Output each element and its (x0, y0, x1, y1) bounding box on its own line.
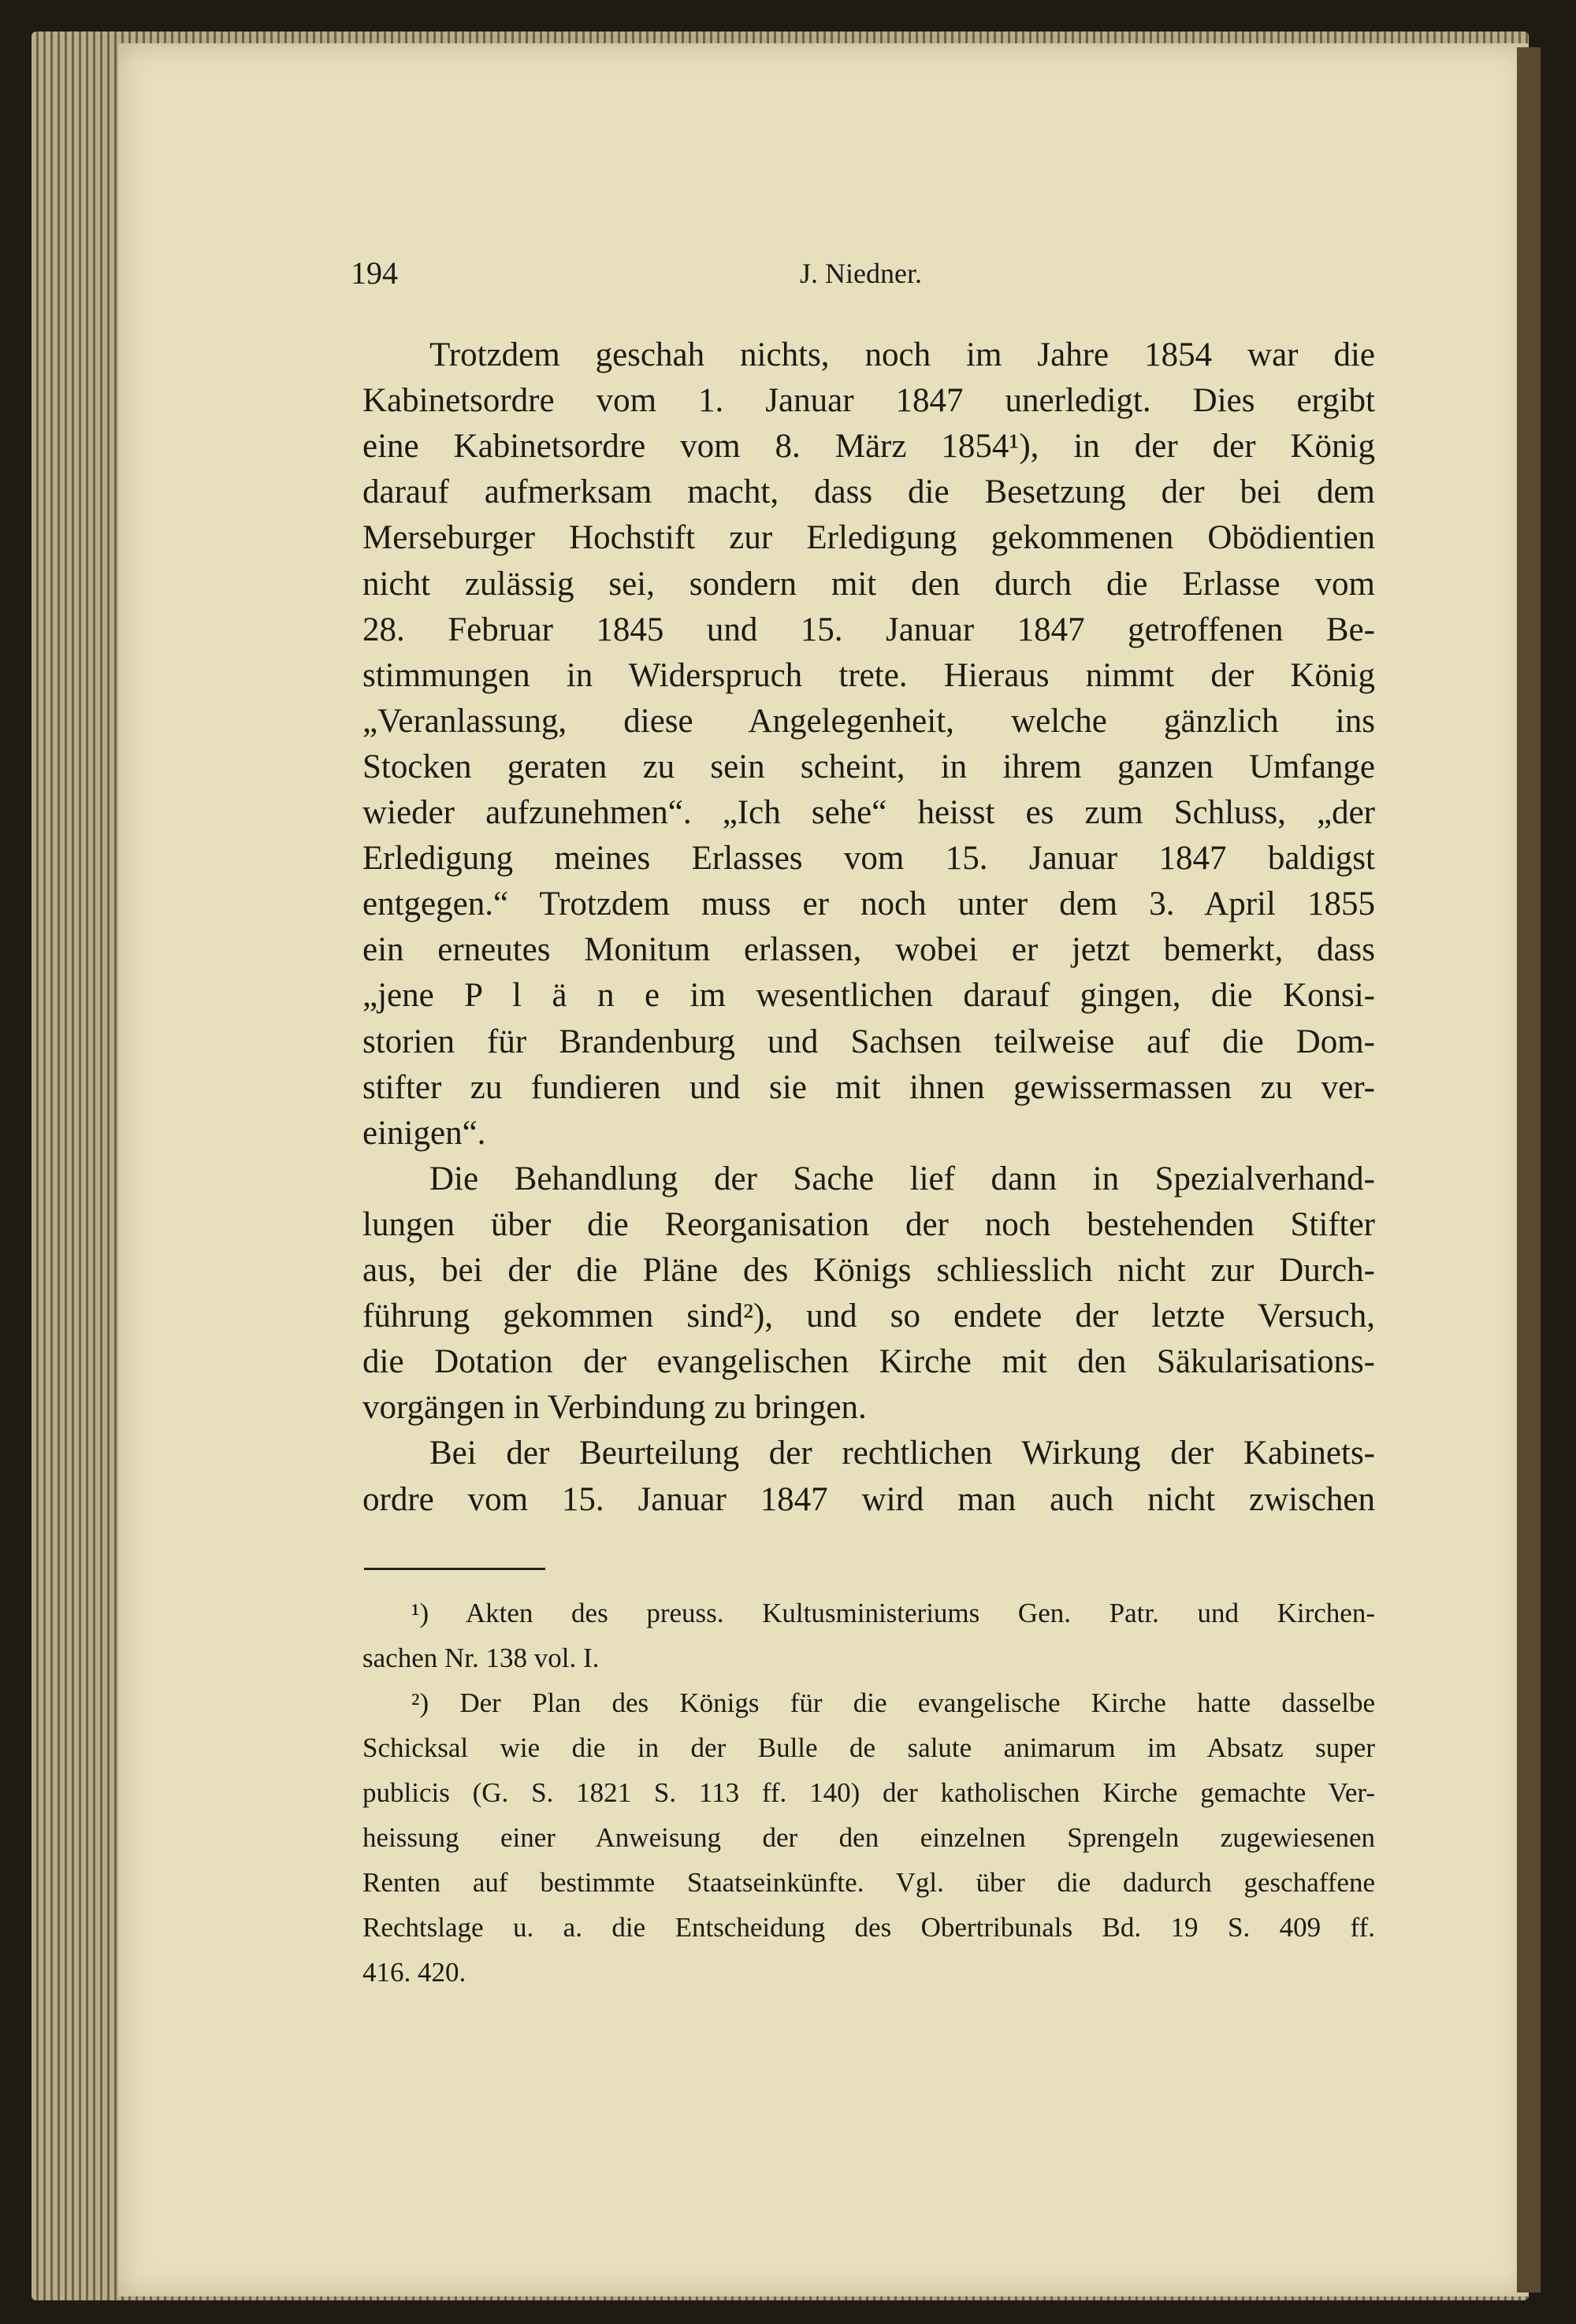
body-line: „Veranlassung, diese Angelegenheit, welche gänzlich ins (362, 702, 1375, 740)
footnote-separator (364, 1568, 545, 1570)
body-line: 28. Februar 1845 und 15. Januar 1847 getroffenen Be- (362, 611, 1375, 648)
body-line: stifter zu fundieren und sie mit ihnen gewissermassen zu ver- (362, 1068, 1375, 1106)
running-title: J. Niedner. (800, 258, 922, 289)
footnote-line: publicis (G. S. 1821 S. 113 ff. 140) der katholischen Kirche gemachte Ver- (362, 1777, 1375, 1808)
body-line: einigen“. (362, 1114, 486, 1152)
footnote-line: 416. 420. (362, 1957, 466, 1988)
body-line: vorgängen in Verbindung zu bringen. (362, 1389, 867, 1427)
body-line: Merseburger Hochstift zur Erledigung gekommenen Obödientien (362, 519, 1375, 557)
body-line: die Dotation der evangelischen Kirche mit den Säkularisations- (362, 1343, 1375, 1381)
body-line: aus, bei der die Pläne des Königs schliesslich nicht zur Durch- (362, 1252, 1375, 1289)
body-line: lungen über die Reorganisation der noch bestehenden Stifter (362, 1205, 1375, 1243)
body-line: Kabinetsordre vom 1. Januar 1847 unerledigt. Dies ergibt (362, 382, 1375, 420)
body-line: stimmungen in Widerspruch trete. Hieraus nimmt der König (362, 656, 1375, 694)
footnote-line: ¹) Akten des preuss. Kultusministeriums Gen. Patr. und Kirchen- (411, 1598, 1375, 1628)
body-line: ein erneutes Monitum erlassen, wobei er jetzt bemerkt, dass (362, 931, 1375, 969)
body-line: Erledigung meines Erlasses vom 15. Januar 1847 baldigst (362, 840, 1375, 878)
body-line: ordre vom 15. Januar 1847 wird man auch nicht zwischen (362, 1480, 1375, 1518)
body-line: entgegen.“ Trotzdem muss er noch unter dem 3. April 1855 (362, 885, 1375, 923)
body-line: führung gekommen sind²), und so endete der letzte Versuch, (362, 1298, 1375, 1335)
body-line: Trotzdem geschah nichts, noch im Jahre 1854 war die (429, 336, 1375, 373)
body-line: nicht zulässig sei, sondern mit den durch die Erlasse vom (362, 565, 1375, 603)
body-line: wieder aufzunehmen“. „Ich sehe“ heisst es zum Schluss, „der (362, 794, 1375, 831)
body-line: Die Behandlung der Sache lief dann in Spezialverhand- (429, 1160, 1375, 1197)
footnote-line: heissung einer Anweisung der den einzelnen Sprengeln zugewiesenen (362, 1822, 1375, 1853)
footnote-line: Schicksal wie die in der Bulle de salute animarum im Absatz super (362, 1732, 1375, 1763)
body-line: Stocken geraten zu sein scheint, in ihrem ganzen Umfange (362, 748, 1375, 785)
body-line: Bei der Beurteilung der rechtlichen Wirkung der Kabinets- (429, 1435, 1375, 1472)
page-header (351, 254, 1371, 301)
body-line: storien für Brandenburg und Sachsen teilweise auf die Dom- (362, 1023, 1375, 1060)
body-line: „jene P l ä n e im wesentlichen darauf gingen, die Konsi- (362, 977, 1375, 1015)
book-spine-edge (1517, 47, 1541, 2292)
footnote-line: ²) Der Plan des Königs für die evangelische Kirche hatte dasselbe (411, 1687, 1375, 1718)
body-line: darauf aufmerksam macht, dass die Besetzung der bei dem (362, 473, 1375, 511)
body-line: eine Kabinetsordre vom 8. März 1854¹), in der der König (362, 428, 1375, 466)
footnote-line: Rechtslage u. a. die Entscheidung des Obertribunals Bd. 19 S. 409 ff. (362, 1912, 1375, 1943)
footnote-line: Renten auf bestimmte Staatseinkünfte. Vgl. über die dadurch geschaffene (362, 1867, 1375, 1898)
page-number: 194 (351, 255, 398, 291)
footnote-line: sachen Nr. 138 vol. I. (362, 1643, 600, 1673)
